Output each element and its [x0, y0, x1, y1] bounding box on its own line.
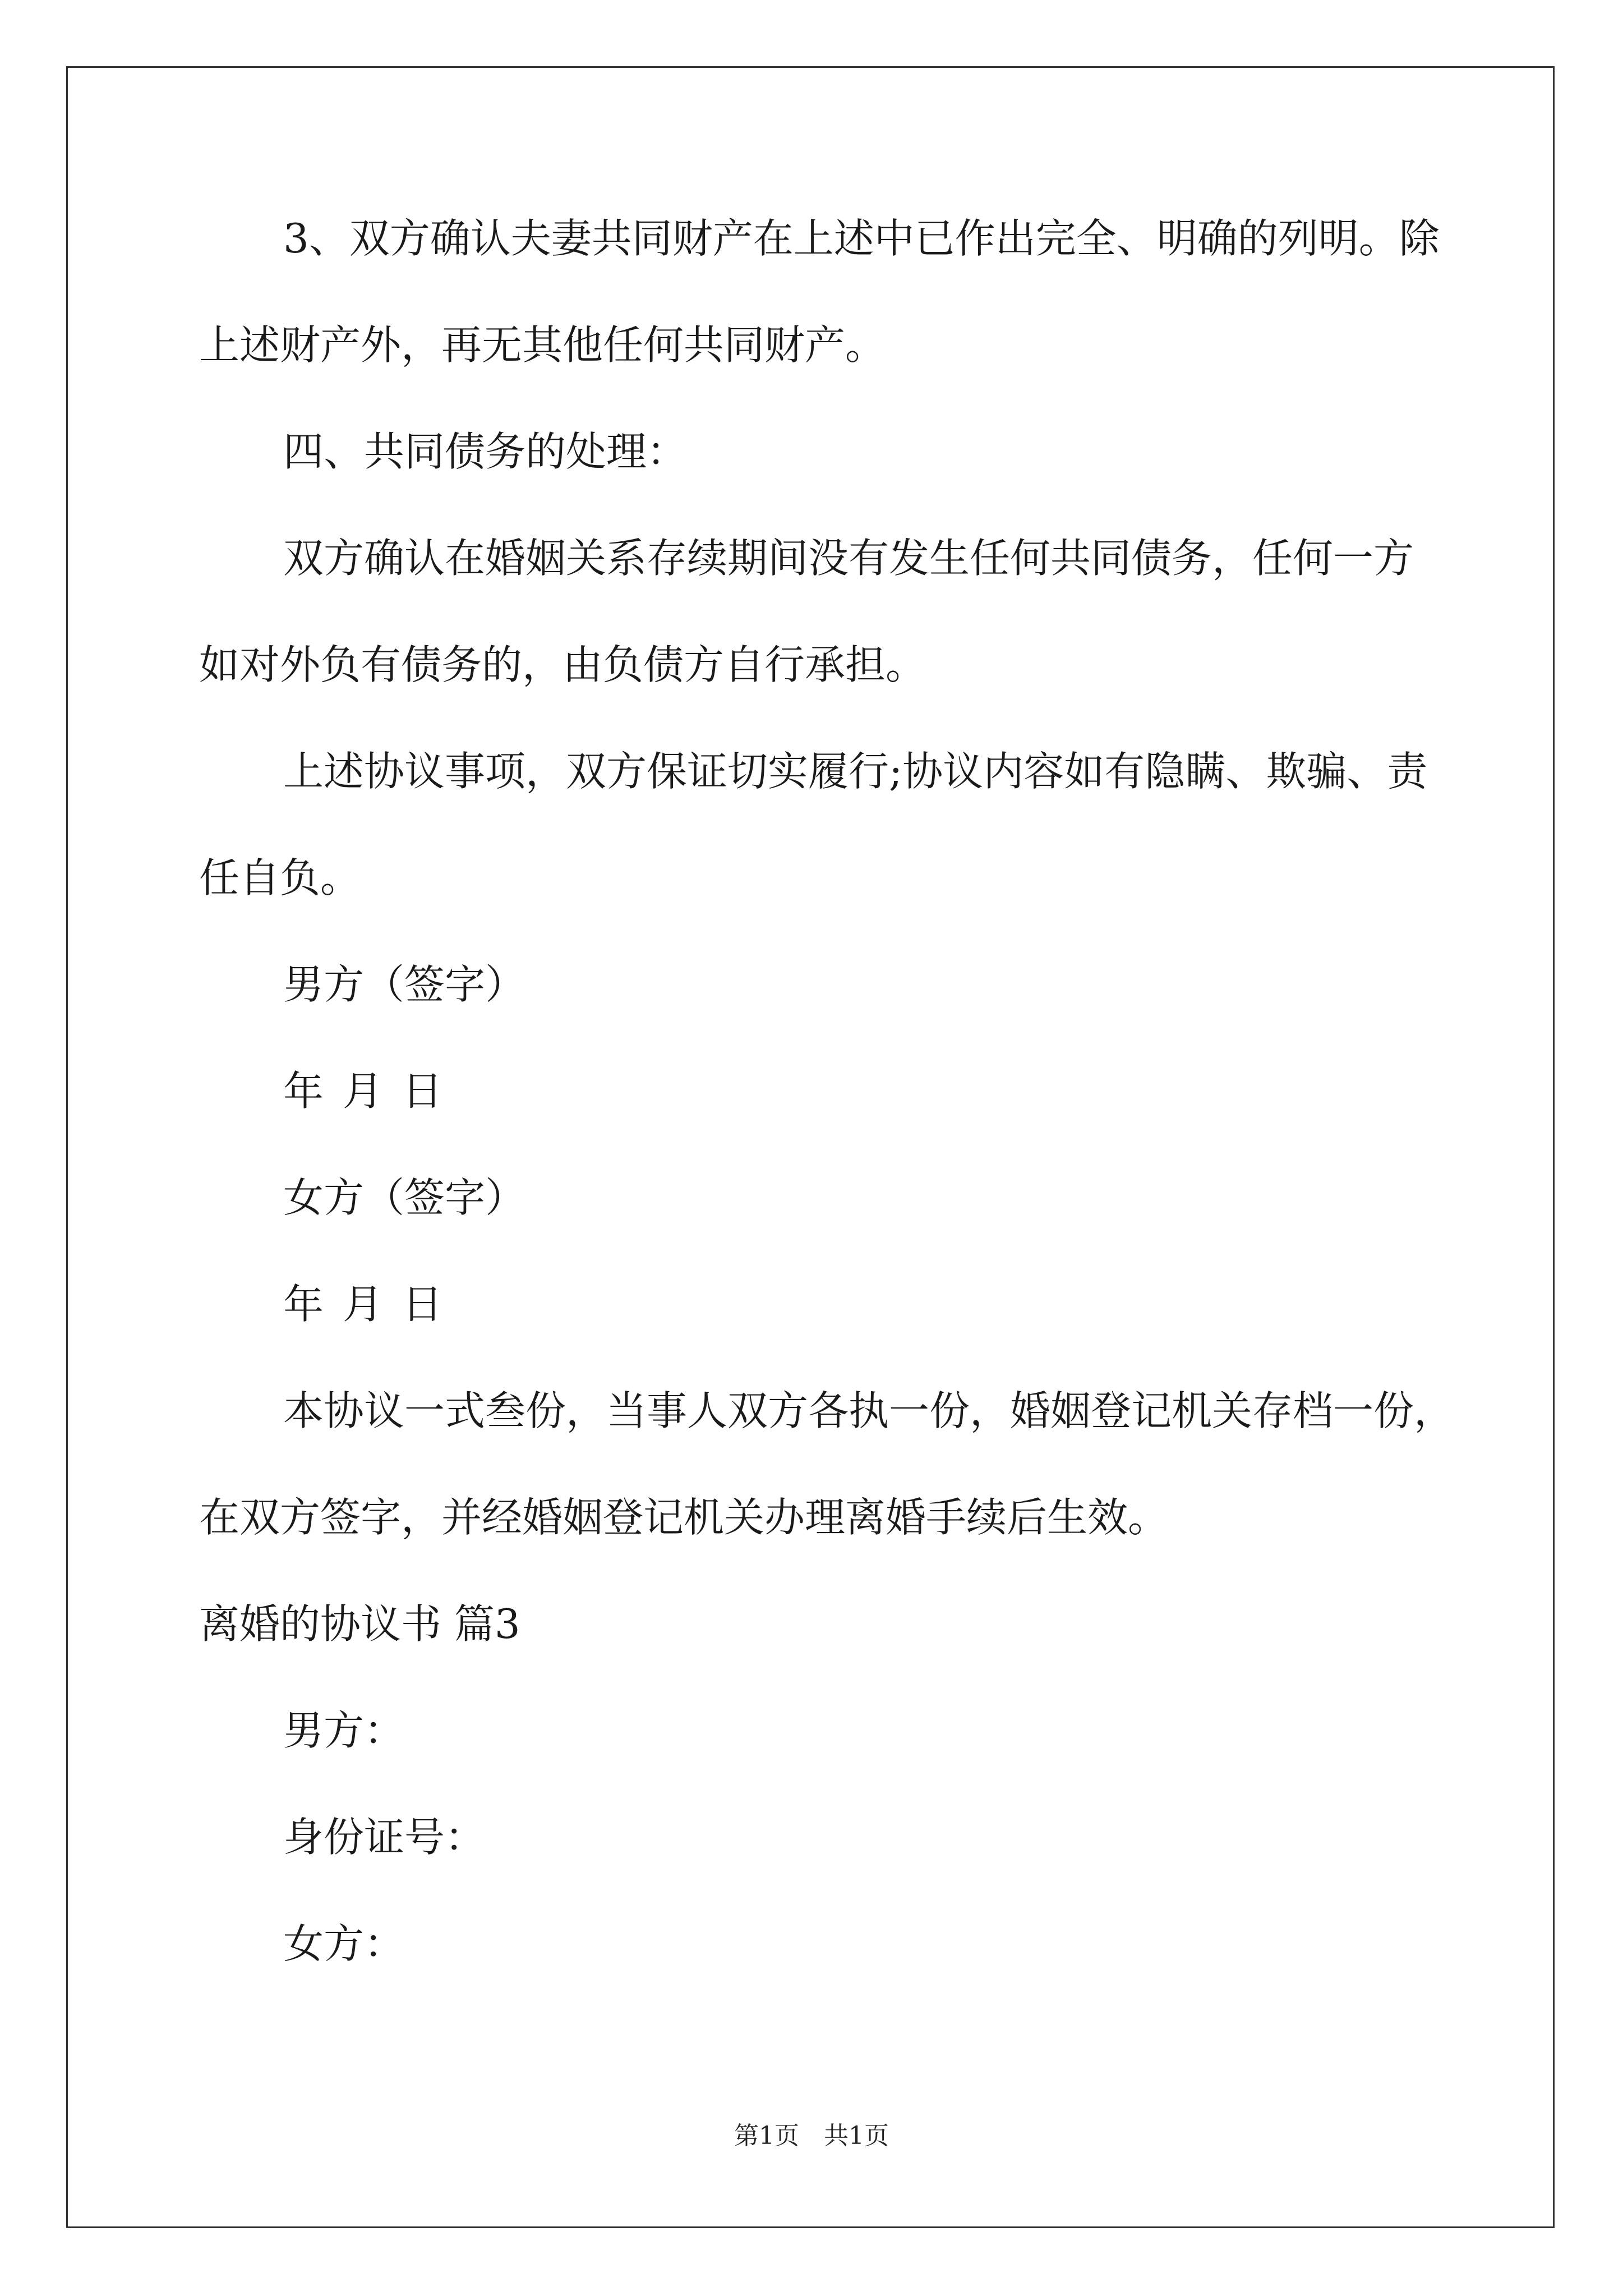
paragraph-line: 如对外负有债务的，由负债方自行承担。 [199, 641, 926, 688]
field-label-male: 男方： [283, 1707, 405, 1754]
signature-male: 男方（签字） [283, 961, 526, 1008]
date-month: 月 [343, 1281, 384, 1328]
date-row [283, 1279, 462, 1329]
section-title: 离婚的协议书 篇3 [199, 1600, 520, 1648]
paragraph-line: 任自负。 [199, 854, 361, 901]
date-year: 年 [283, 1281, 324, 1328]
paragraph-line: 本协议一式叁份，当事人双方各执一份，婚姻登记机关存档一份， [283, 1387, 1455, 1434]
date-row [283, 1066, 462, 1116]
date-month: 月 [343, 1068, 384, 1115]
date-day: 日 [402, 1281, 443, 1328]
section-heading: 四、共同债务的处理： [283, 428, 688, 475]
field-label-id-number: 身份证号： [283, 1814, 486, 1861]
paragraph-line: 上述协议事项，双方保证切实履行;协议内容如有隐瞒、欺骗、责 [283, 748, 1428, 795]
signature-female: 女方（签字） [283, 1174, 526, 1221]
paragraph-line: 上述财产外，再无其他任何共同财产。 [199, 321, 886, 369]
date-day: 日 [402, 1068, 443, 1115]
paragraph-line: 3、双方确认夫妻共同财产在上述中已作出完全、明确的列明。除 [283, 215, 1440, 262]
field-label-female: 女方： [283, 1920, 405, 1967]
page-border [66, 66, 1555, 2228]
paragraph-line: 双方确认在婚姻关系存续期间没有发生任何共同债务，任何一方 [283, 535, 1414, 582]
paragraph-line: 在双方签字，并经婚姻登记机关办理离婚手续后生效。 [199, 1494, 1169, 1541]
page-footer: 第1页 共1页 [734, 2122, 889, 2150]
date-year: 年 [283, 1068, 324, 1115]
